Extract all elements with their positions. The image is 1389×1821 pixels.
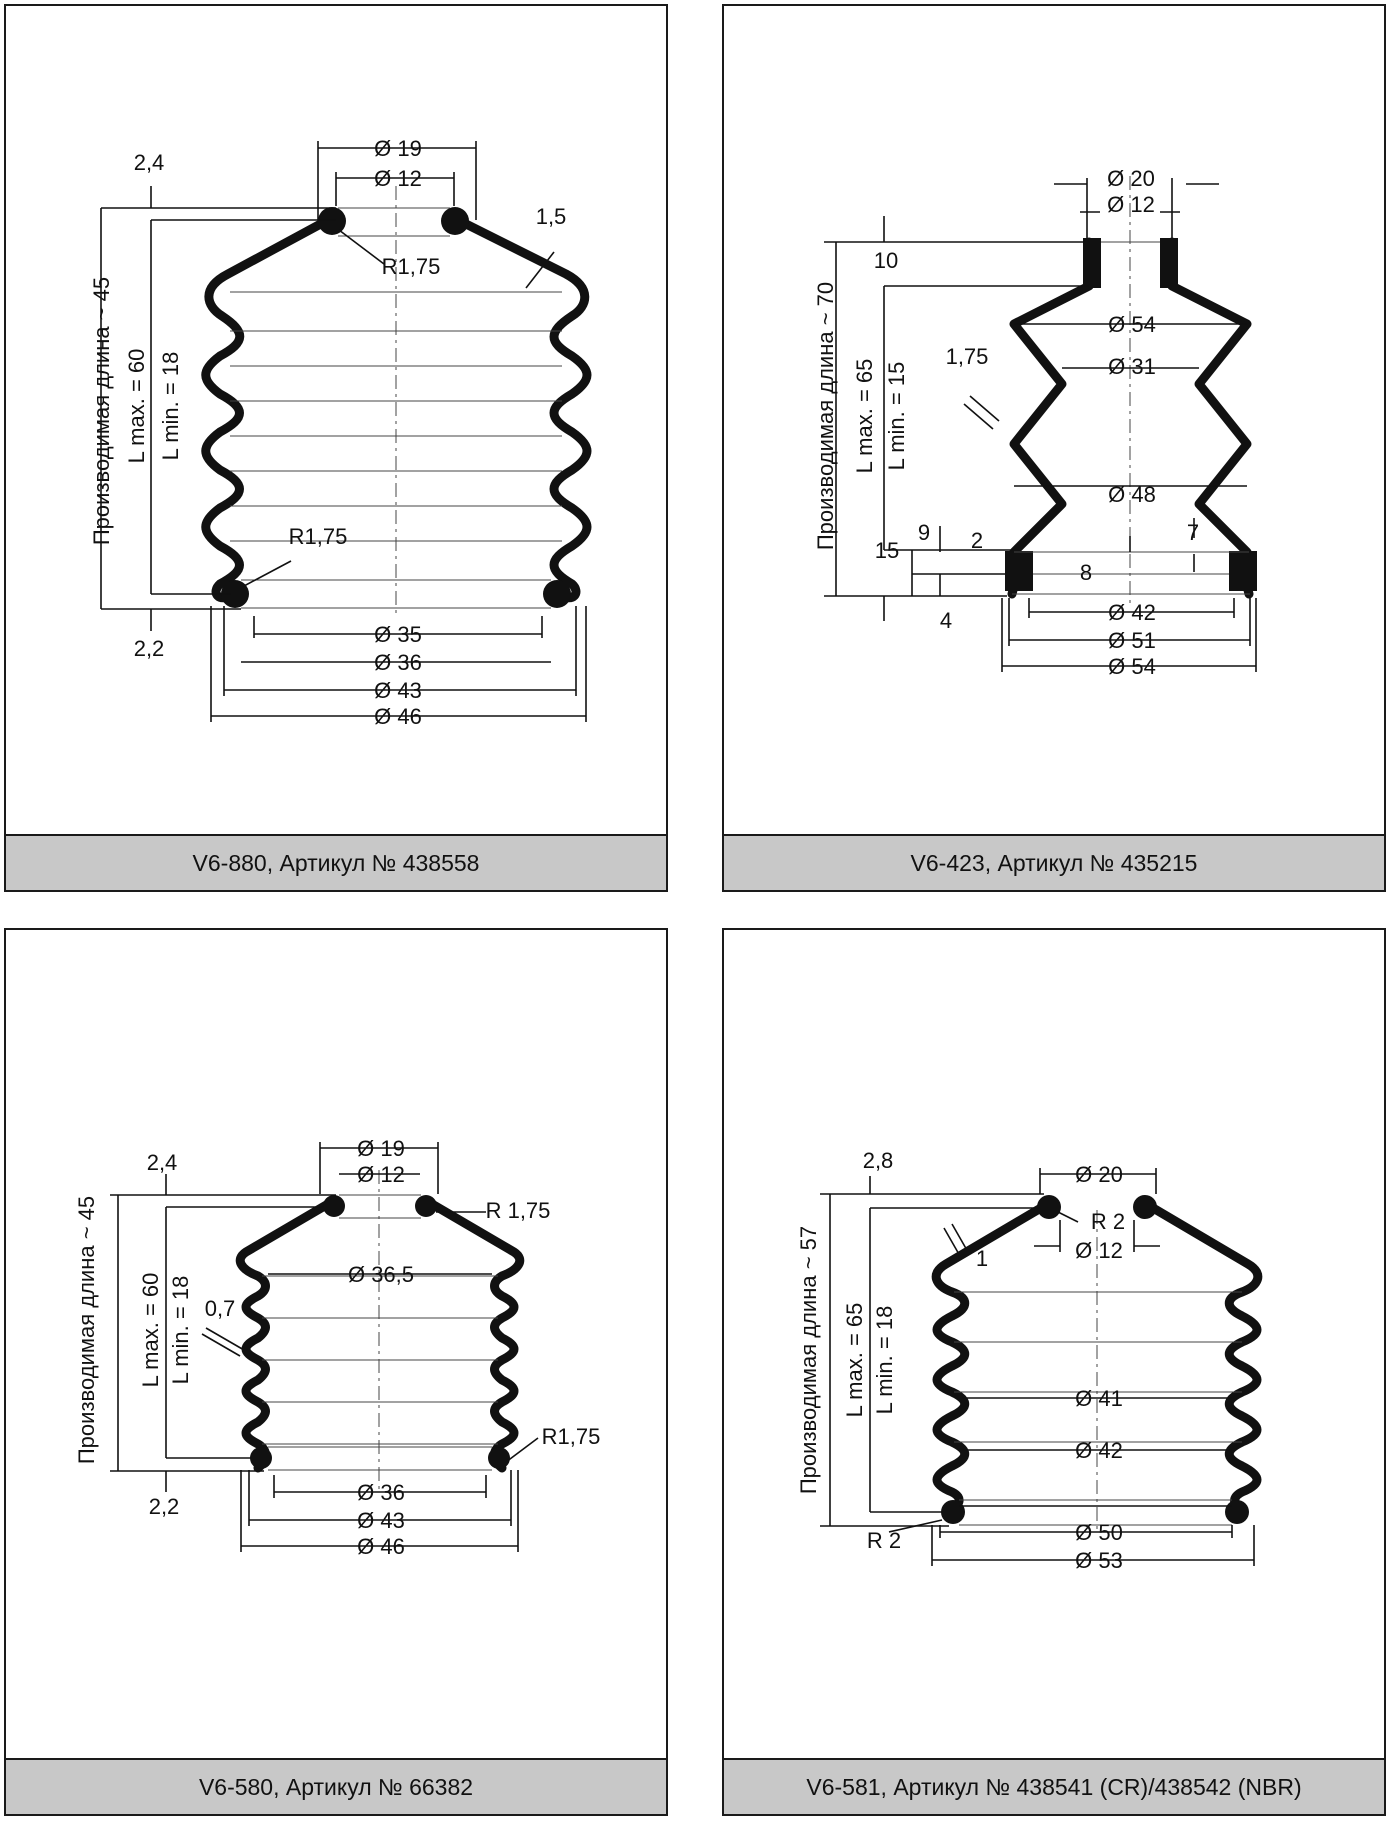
dim-d51: Ø 51 (1108, 628, 1156, 653)
dim-lmin: L min. = 18 (168, 1275, 193, 1385)
dim-top-thickness: 2,4 (133, 150, 165, 175)
dim-d54: Ø 54 (1108, 312, 1156, 337)
neck-right (1160, 238, 1178, 288)
dim-lmin: L min. = 15 (884, 361, 909, 471)
dim-d42: Ø 42 (1075, 1438, 1123, 1463)
dim-inner-top: Ø 12 (1107, 192, 1155, 217)
dim-15: 15 (874, 538, 900, 563)
dim-outer-top: Ø 20 (1107, 166, 1155, 191)
dim-lmin: L min. = 18 (872, 1305, 897, 1415)
drawing-panel-v6-423 (722, 4, 1386, 892)
dim-d46: Ø 46 (357, 1534, 405, 1559)
dim-bottom-thickness: 2,2 (148, 1494, 180, 1519)
dim-wall: 1,75 (945, 344, 989, 369)
bead-bottom-right (543, 580, 571, 608)
boot-drawing-v6-423 (724, 6, 1384, 836)
dim-d36: Ø 36 (374, 650, 422, 675)
dim-radius-bottom: R1,75 (541, 1424, 601, 1449)
dim-inner-top: Ø 12 (1075, 1238, 1123, 1263)
dim-bottom-thickness: 2,2 (133, 636, 165, 661)
dim-d36: Ø 36 (357, 1480, 405, 1505)
dim-lmax: L max. = 65 (842, 1302, 867, 1418)
dim-4: 4 (939, 608, 953, 633)
dim-lmin: L min. = 18 (158, 351, 183, 461)
boot-drawing-v6-580 (6, 930, 666, 1760)
dim-lmax: L max. = 65 (852, 358, 877, 474)
dim-d54-bottom: Ø 54 (1108, 654, 1156, 679)
panel-caption: V6-423, Артикул № 435215 (724, 834, 1384, 890)
dim-d50: Ø 50 (1075, 1520, 1123, 1545)
dim-top-thickness: 2,8 (862, 1148, 894, 1173)
bead-bottom-right (488, 1447, 510, 1469)
dim-2: 2 (970, 528, 984, 553)
flange-right (1229, 551, 1257, 591)
dim-d35: Ø 35 (374, 622, 422, 647)
drawing-panel-v6-581 (722, 928, 1386, 1816)
dim-8: 8 (1079, 560, 1093, 585)
dim-lmax: L max. = 60 (124, 348, 149, 464)
boot-profile-left (936, 1205, 1046, 1514)
boot-profile-right (432, 1204, 520, 1468)
bead-bottom-left (250, 1447, 272, 1469)
dim-radius-top: R 1,75 (485, 1198, 551, 1223)
panel-caption: V6-880, Артикул № 438558 (6, 834, 666, 890)
dim-7: 7 (1186, 520, 1200, 545)
boot-profile-left (240, 1204, 328, 1468)
bead-top-left (318, 207, 346, 235)
boot-profile-left (1012, 242, 1089, 594)
dim-outer-top: Ø 19 (374, 136, 422, 161)
drawing-panel-v6-580 (4, 928, 668, 1816)
dim-radius-top: R 2 (1090, 1209, 1126, 1234)
dim-outer-top: Ø 20 (1075, 1162, 1123, 1187)
dim-d31: Ø 31 (1108, 354, 1156, 379)
panel-caption: V6-580, Артикул № 66382 (6, 1758, 666, 1814)
dim-production-length: Производимая длина ~ 70 (813, 281, 838, 551)
bead-top-right (441, 207, 469, 235)
drawing-panel-v6-880 (4, 4, 668, 892)
boot-profile-right (1148, 1205, 1258, 1514)
dim-radius-bottom: R1,75 (288, 524, 348, 549)
bead-top-right (1133, 1195, 1157, 1219)
bead-bottom-left (941, 1500, 965, 1524)
dim-d36-5: Ø 36,5 (347, 1262, 415, 1287)
dim-9: 9 (917, 520, 931, 545)
dim-d48: Ø 48 (1108, 482, 1156, 507)
dim-production-length: Производимая длина ~ 45 (89, 276, 114, 546)
dim-inner-top: Ø 12 (374, 166, 422, 191)
dim-d46: Ø 46 (374, 704, 422, 729)
dim-inner-top: Ø 12 (357, 1162, 405, 1187)
dim-wall: 1,5 (535, 204, 567, 229)
dim-d43: Ø 43 (374, 678, 422, 703)
boot-profile-right (1172, 242, 1249, 594)
bead-top-left (323, 1195, 345, 1217)
boot-drawing-v6-581 (724, 930, 1384, 1760)
dim-outer-top: Ø 19 (357, 1136, 405, 1161)
dim-radius-bottom: R 2 (866, 1528, 902, 1553)
bead-bottom-right (1225, 1500, 1249, 1524)
dim-wall: 1 (975, 1246, 989, 1271)
dim-d42: Ø 42 (1108, 600, 1156, 625)
neck-left (1083, 238, 1101, 288)
dim-d43: Ø 43 (357, 1508, 405, 1533)
dim-top-thickness: 2,4 (146, 1150, 178, 1175)
dim-top-height: 10 (873, 248, 899, 273)
dim-d41: Ø 41 (1075, 1386, 1123, 1411)
flange-left (1005, 551, 1033, 591)
dim-radius-top: R1,75 (381, 254, 441, 279)
bead-top-right (415, 1195, 437, 1217)
dim-production-length: Производимая длина ~ 57 (796, 1225, 821, 1495)
dim-wall: 0,7 (204, 1296, 236, 1321)
panel-caption: V6-581, Артикул № 438541 (CR)/438542 (NBR) (724, 1758, 1384, 1814)
dim-lmax: L max. = 60 (138, 1272, 163, 1388)
dim-production-length: Производимая длина ~ 45 (74, 1195, 99, 1465)
boot-drawing-v6-880 (6, 6, 666, 836)
bead-top-left (1037, 1195, 1061, 1219)
dim-d53: Ø 53 (1075, 1548, 1123, 1573)
